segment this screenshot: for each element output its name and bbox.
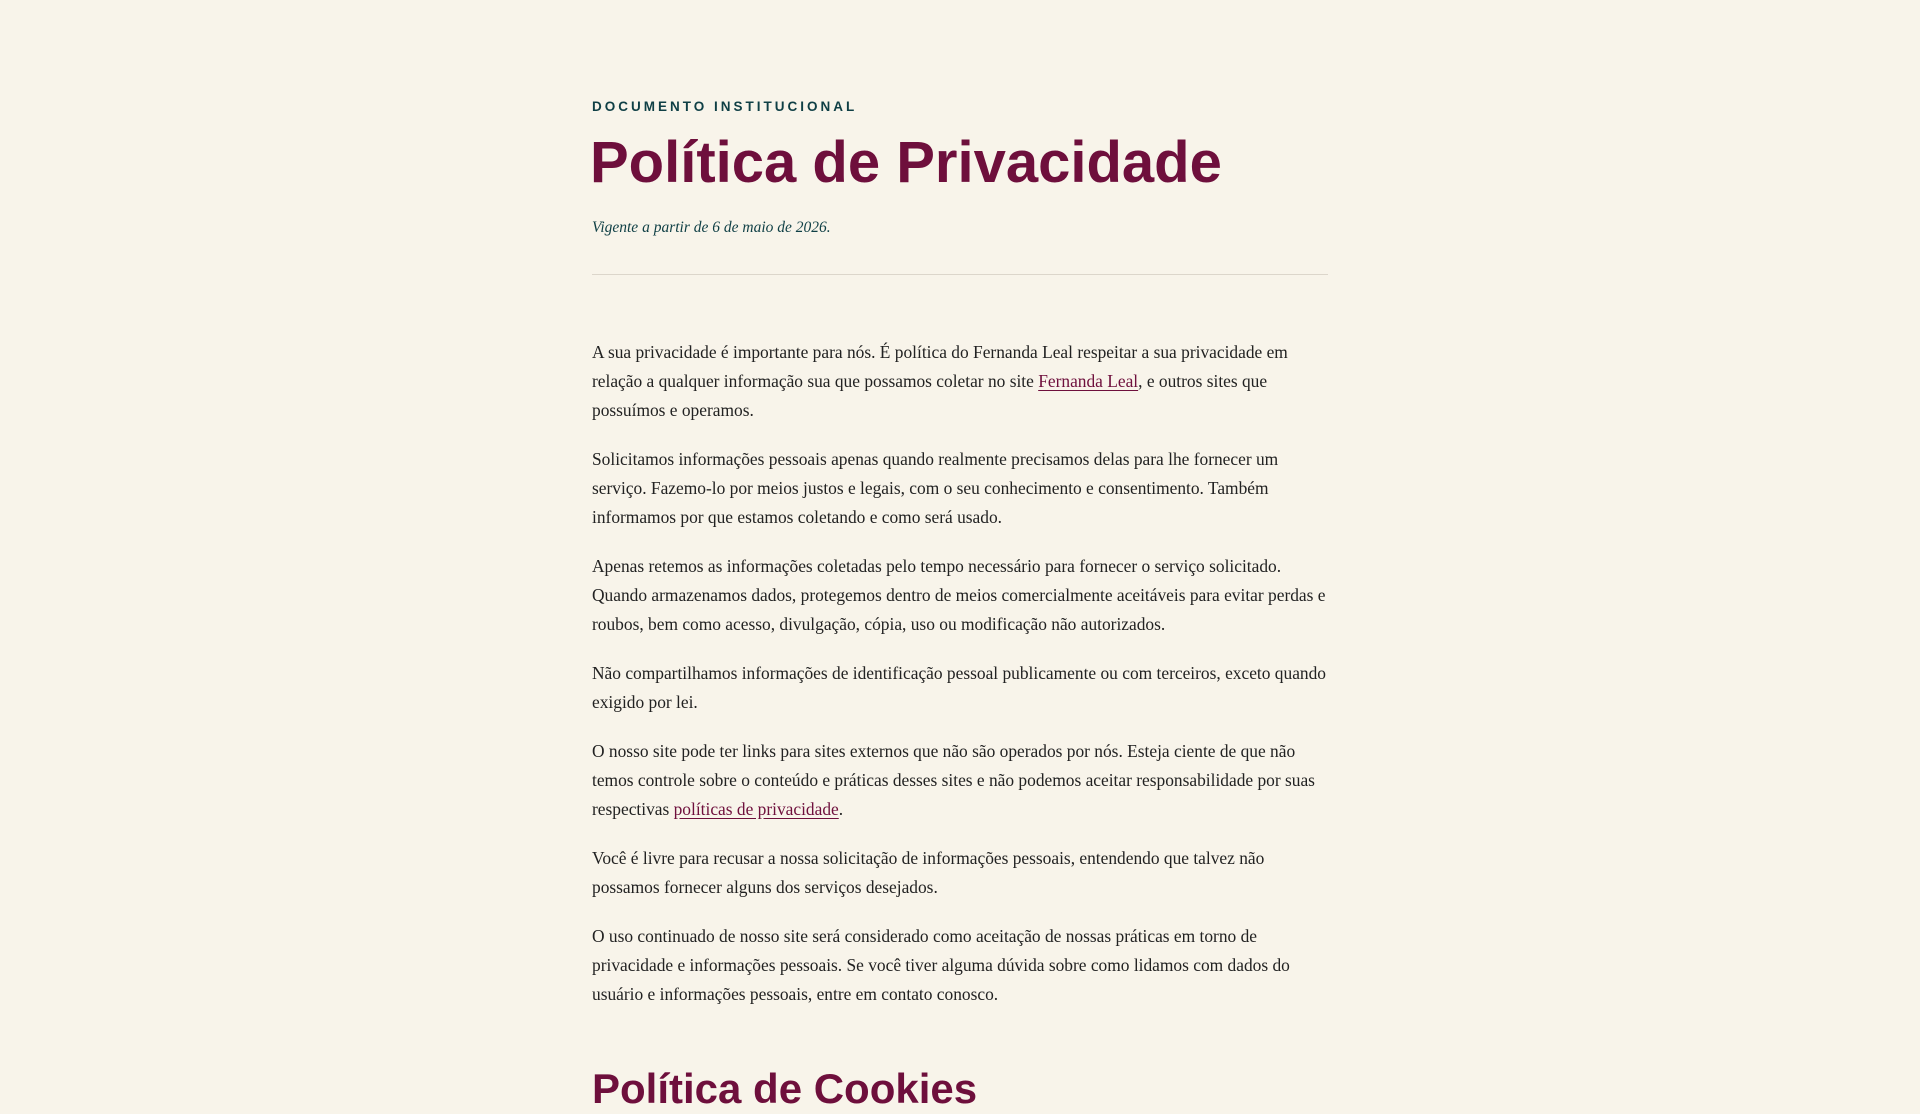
- document-eyebrow: DOCUMENTO INSTITUCIONAL: [592, 99, 858, 114]
- paragraph-sharing: Não compartilhamos informações de identificação pessoal publicamente ou com terceiros, exceto quando exigido por lei.: [592, 663, 1326, 712]
- paragraph-external-links: [592, 737, 1328, 824]
- privacy-policies-link[interactable]: políticas de privacidade: [673, 799, 839, 819]
- paragraph-continued-use: O uso continuado de nosso site será considerado como aceitação de nossas práticas em torno de privacidade e informações pessoais. Se você tiver alguma dúvida sobre como lidamos com dados do usuário e informações pessoais, entre em contato conosco.: [592, 926, 1290, 1004]
- paragraph-collection: Solicitamos informações pessoais apenas quando realmente precisamos delas para lhe fornecer um serviço. Fazemo-lo por meios justos e legais, com o seu conhecimento e consentimento. Também informamos por que estamos coletando e como será usado.: [592, 449, 1279, 527]
- paragraph-retention: Apenas retemos as informações coletadas pelo tempo necessário para fornecer o serviço solicitado. Quando armazenamos dados, protegemos dentro de meios comercialmente aceitáveis para evitar perdas e roubos, bem como acesso, divulgação, cópia, uso ou modificação não autorizados.: [592, 556, 1326, 634]
- paragraph-intro: [592, 338, 1328, 425]
- paragraph-intro-text: A sua privacidade é importante para nós. É política do Fernanda Leal respeitar a sua privacidade em relação a qualquer informação sua que possamos coletar no site: [592, 342, 1288, 391]
- cookies-section-heading: Política de Cookies: [592, 1065, 978, 1112]
- paragraph-intro-text-end: , e outros sites que possuímos e operamos.: [592, 371, 1268, 420]
- site-link[interactable]: Fernanda Leal: [1038, 371, 1139, 391]
- policy-body: [592, 338, 1328, 1029]
- paragraph-refusal: Você é livre para recusar a nossa solicitação de informações pessoais, entendendo que talvez não possamos fornecer alguns dos serviços desejados.: [592, 848, 1265, 897]
- effective-date: Vigente a partir de 6 de maio de 2026.: [592, 219, 831, 236]
- paragraph-external-links-text: O nosso site pode ter links para sites externos que não são operados por nós. Esteja ciente de que não temos controle sobre o conteúdo e práticas desses sites e não podemos aceitar responsabilidade por suas respectivas: [592, 741, 1315, 819]
- paragraph-external-links-text-end: .: [838, 799, 844, 819]
- page-title: Política de Privacidade: [590, 130, 1222, 195]
- header-divider: [592, 274, 1328, 275]
